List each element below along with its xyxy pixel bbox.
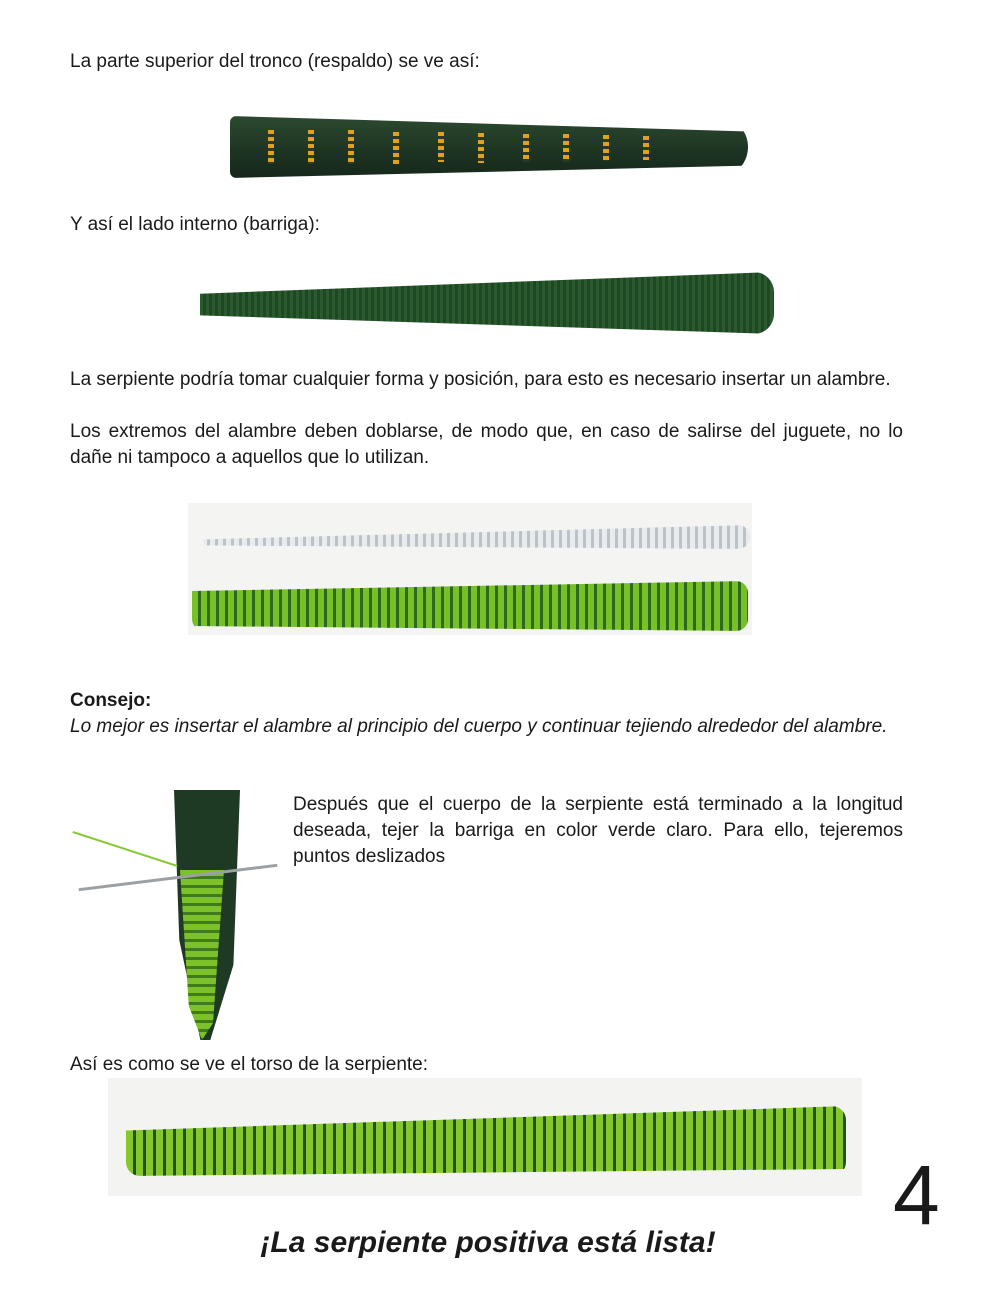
photo-back-crochet-tube [228, 112, 752, 186]
page-number: 4 [893, 1148, 940, 1242]
caption-back: La parte superior del tronco (respaldo) se ve así: [70, 51, 480, 72]
final-title: ¡La serpiente positiva está lista! [260, 1226, 716, 1259]
paragraph-wire: La serpiente podría tomar cualquier forma y posición, para esto es necesario insertar un alambre. [70, 369, 891, 390]
side-paragraph: Después que el cuerpo de la serpiente está terminado a la longitud deseada, tejer la barriga en color verde claro. Para ello, tejeremos puntos deslizados [293, 794, 903, 867]
photo-wire-and-tube [188, 503, 752, 635]
photo-finished-torso [108, 1078, 862, 1196]
caption-torso: Así es como se ve el torso de la serpiente: [70, 1054, 429, 1075]
tip-heading: Consejo: [70, 690, 152, 711]
photo-belly-crochet-tube [198, 266, 778, 340]
photo-crochet-hook-belly [68, 790, 278, 1045]
caption-belly: Y así el lado interno (barriga): [70, 214, 320, 235]
tip-body: Lo mejor es insertar el alambre al principio del cuerpo y continuar tejiendo alrededor del alambre. [70, 716, 888, 737]
paragraph-wire-ends: Los extremos del alambre deben doblarse, de modo que, en caso de salirse del juguete, no lo dañe ni tampoco a aquellos que lo utilizan. [70, 421, 903, 468]
